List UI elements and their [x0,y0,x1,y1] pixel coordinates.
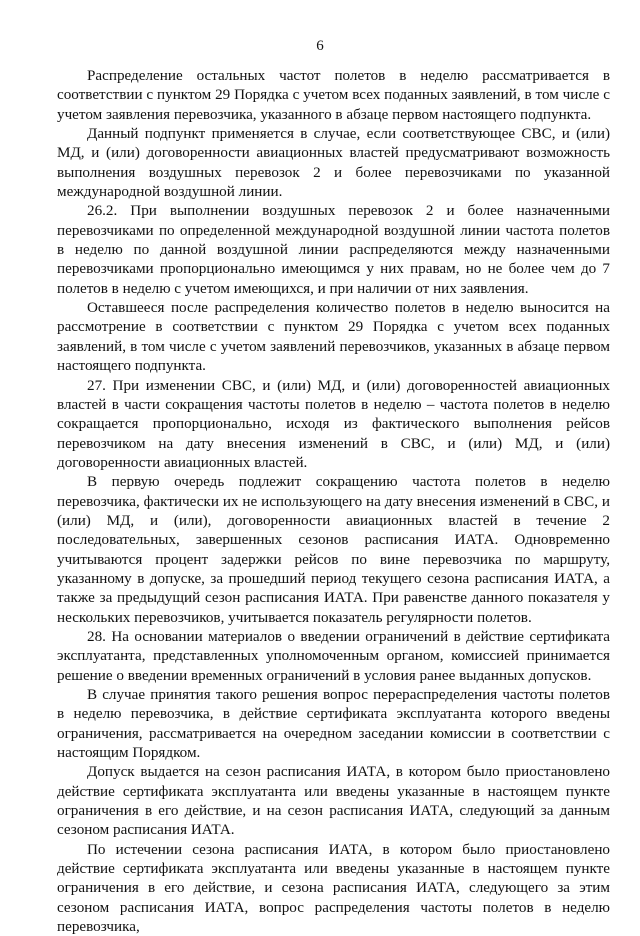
paragraph: 28. На основании материалов о введении ограничений в действие сертификата эксплуатанта, представленных уполномоченным органом, комиссией принимается решение о введении временных ограничений в условия ранее выданных допусков. [57,627,610,684]
paragraph: Допуск выдается на сезон расписания ИАТА, в котором было приостановлено действие сертификата эксплуатанта или введены указанные в настоящем пункте ограничения в его действие, и на сезон расписания ИАТА, следующий за данным сезоном расписания ИАТА. [57,763,610,839]
paragraph: Оставшееся после распределения количество полетов в неделю выносится на рассмотрение в соответствии с пунктом 29 Порядка с учетом всех поданных заявлений, в том числе с учетом заявлений перевозчиков, указанных в абзаце первом настоящего подпункта. [57,299,610,375]
paragraph: 26.2. При выполнении воздушных перевозок 2 и более назначенными перевозчиками по определенной международной воздушной линии частота полетов в неделю по данной воздушной линии распределяются между назначенными перевозчиками пропорционально имеющимся у них правам, но не более чем до 7 полетов в неделю с учетом имеющихся, и при наличии от них заявления. [57,202,610,297]
document-body [57,66,610,936]
paragraph: По истечении сезона расписания ИАТА, в котором было приостановлено действие сертификата эксплуатанта или введены указанные в настоящем пункте ограничения в его действие, и сезона расписания ИАТА, следующего за этим сезоном расписания ИАТА, вопрос распределения частоты полетов в неделю перевозчика, [57,840,610,936]
paragraph: В случае принятия такого решения вопрос перераспределения частоты полетов в неделю перевозчика, в действие сертификата эксплуатанта которого введены ограничения, рассматривается на очередном заседании комиссии в соответствии с настоящим Порядком. [57,686,610,762]
paragraph: В первую очередь подлежит сокращению частота полетов в неделю перевозчика, фактически их не использующего на дату внесения изменений в СВС, и (или) МД, и (или), договоренности авиационных властей в течение 2 последовательных, завершенных сезонов расписания ИАТА. Одновременно учитываются процент задержки рейсов по вине перевозчика по маршруту, указанному в допуске, за прошедший период текущего сезона расписания ИАТА, а также за предыдущий сезон расписания ИАТА. При равенстве данного показателя у нескольких перевозчиков, учитывается показатель регулярности полетов. [57,473,610,626]
page-number: 6 [316,38,324,54]
paragraph: 27. При изменении СВС, и (или) МД, и (или) договоренностей авиационных властей в части сокращения частоты полетов в неделю – частота полетов в неделю сокращается пропорционально, исходя из фактического выполнения рейсов перевозчиком на дату внесения изменений в СВС, и (или) МД, и (или) договоренности авиационных властей. [57,376,610,471]
paragraph: Данный подпункт применяется в случае, если соответствующее СВС, и (или) МД, и (или) договоренности авиационных властей предусматривают возможность выполнения воздушных перевозок 2 и более перевозчиками по указанной международной воздушной линии. [57,125,610,201]
paragraph: Распределение остальных частот полетов в неделю рассматривается в соответствии с пунктом 29 Порядка с учетом всех поданных заявлений, в том числе с учетом заявления перевозчика, указанного в абзаце первом настоящего подпункта. [57,67,610,123]
